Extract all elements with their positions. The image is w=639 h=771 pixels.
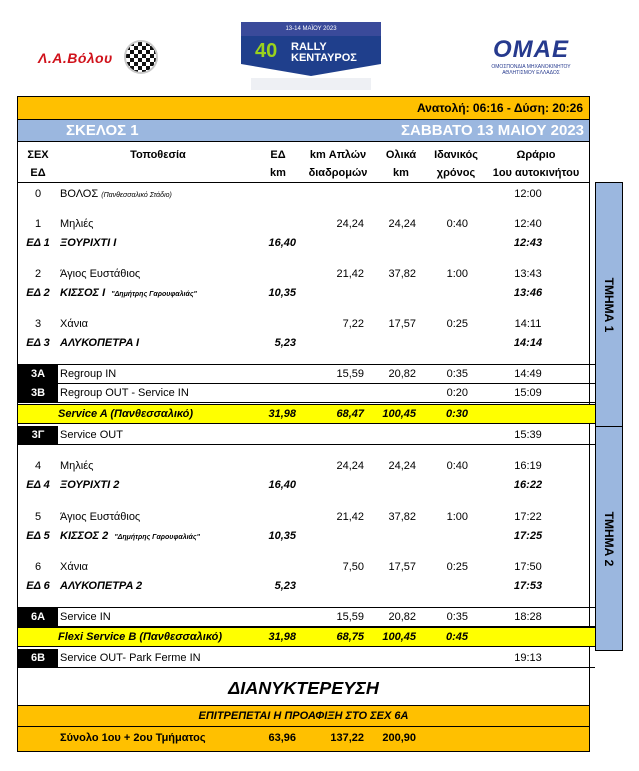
row-3a-time: 14:49	[514, 368, 542, 380]
row-3-location: Χάνια	[60, 318, 88, 330]
service-b-label: Flexi Service B (Πανθεσσαλικό)	[58, 631, 223, 643]
row-3-ideal: 0:25	[446, 318, 468, 330]
row-3-tc: 3	[34, 318, 42, 330]
sunrise-sunset-bar	[18, 97, 589, 120]
ss-4-id: ΕΔ 4	[26, 479, 50, 491]
row-2-liaison: 21,42	[336, 268, 364, 280]
ss-5-id: ΕΔ 5	[26, 530, 50, 542]
overnight-heading: ΔΙΑΝΥΚΤΕΡΕΥΣΗ	[18, 671, 589, 706]
header-schedule-1: Ωράριο	[516, 149, 556, 161]
leg-bar	[18, 120, 589, 142]
ss-2-km: 10,35	[268, 287, 296, 299]
ss-2-note: "Δημήτρης Γαρουφαλιάς"	[111, 291, 197, 298]
row-6-total: 17,57	[388, 561, 416, 573]
service-b-liaison: 68,75	[336, 631, 364, 643]
row-0-time: 12:00	[514, 188, 542, 200]
row-3b-time: 15:09	[514, 387, 542, 399]
header-location	[78, 146, 238, 164]
row-4-ideal: 0:40	[446, 460, 468, 472]
row-1-time: 12:40	[514, 218, 542, 230]
checkered-flag-icon	[124, 40, 158, 74]
ss-1-name: ΞΟΥΡΙΧΤΙ Ι	[60, 237, 117, 249]
ss-5-km: 10,35	[268, 530, 296, 542]
row-5-time: 17:22	[514, 511, 542, 523]
ss-3-time: 14:14	[513, 337, 543, 349]
ss-2-name: ΚΙΣΣΟΣ Ι	[60, 287, 106, 299]
sponsor-strip	[251, 78, 371, 90]
ss-5-time: 17:25	[513, 530, 543, 542]
ss-6-km: 5,23	[274, 580, 296, 592]
row-6a-time: 18:28	[514, 611, 542, 623]
sunrise-sunset-text: Ανατολή: 06:16 - Δύση: 20:26	[416, 101, 583, 115]
row-6a-tc: 6Α	[18, 608, 58, 626]
row-4-liaison: 24,24	[336, 460, 364, 472]
rally-logo-title	[291, 42, 357, 64]
row-4-location: Μηλιές	[60, 460, 94, 472]
section-1-text: ΤΜΗΜΑ 1	[602, 277, 616, 332]
ss-5-label	[60, 530, 200, 542]
ss-4-time: 16:22	[513, 479, 543, 491]
header-ideal-2: χρόνος	[436, 167, 476, 179]
row-3-time: 14:11	[514, 318, 542, 330]
header-ss-1: ΕΔ	[270, 149, 286, 161]
ss-6-id: ΕΔ 6	[26, 580, 50, 592]
header-schedule-2: 1ου αυτοκινήτου	[492, 167, 580, 179]
row-6a-total: 20,82	[388, 611, 416, 623]
header-logos	[0, 0, 639, 96]
row-5-tc: 5	[34, 511, 42, 523]
grand-total-liaison: 137,22	[330, 732, 364, 744]
row-6b-time: 19:13	[514, 652, 542, 664]
row-4-tc: 4	[34, 460, 42, 472]
row-3b-ideal: 0:20	[446, 387, 468, 399]
grand-total-total: 200,90	[382, 732, 416, 744]
rally-logo-date: 13-14 ΜΑΪΟΥ 2023	[241, 22, 381, 36]
ss-6-name: ΑΛΥΚΟΠΕΤΡΑ 2	[60, 580, 143, 592]
row-3b-tc: 3Β	[18, 384, 58, 402]
row-3g-location: Service OUT	[60, 429, 123, 441]
ss-4-name: ΞΟΥΡΙΧΤΙ 2	[60, 479, 120, 491]
row-2-ideal: 1:00	[446, 268, 468, 280]
rally-logo-number: 40	[255, 40, 278, 62]
service-b-row	[18, 627, 595, 647]
header-liaison-2: διαδρομών	[308, 167, 368, 179]
column-headers	[18, 142, 589, 183]
row-6-ideal: 0:25	[446, 561, 468, 573]
row-3b-location: Regroup OUT - Service IN	[60, 387, 189, 399]
row-2-time: 13:43	[514, 268, 542, 280]
row-1-liaison: 24,24	[336, 218, 364, 230]
row-0-note: (Πανθεσσαλικό Στάδιο)	[101, 192, 172, 199]
section-2-label	[595, 426, 623, 651]
row-3-liaison: 7,22	[342, 318, 364, 330]
federation-logo-subtitle: ΟΜΟΣΠΟΝΔΙΑ ΜΗΧΑΝΟΚΙΝΗΤΟΥ ΑΘΛΗΤΙΣΜΟΥ ΕΛΛΑΔΟΣ	[491, 64, 571, 76]
header-location-text: Τοποθεσία	[130, 149, 186, 161]
ss-3-km: 5,23	[274, 337, 296, 349]
row-3a	[18, 364, 595, 384]
row-1-tc: 1	[34, 218, 42, 230]
ss-3-name: ΑΛΥΚΟΠΕΤΡΑ Ι	[60, 337, 140, 349]
itinerary-table	[17, 96, 616, 752]
service-a-total: 100,45	[382, 408, 416, 420]
ss-6-time: 17:53	[513, 580, 543, 592]
row-3a-total: 20,82	[388, 368, 416, 380]
row-6a-liaison: 15,59	[336, 611, 364, 623]
row-4-total: 24,24	[388, 460, 416, 472]
grand-total-ss: 63,96	[268, 732, 296, 744]
row-5-ideal: 1:00	[446, 511, 468, 523]
row-3a-tc: 3Α	[18, 365, 58, 383]
row-6b-location: Service OUT- Park Ferme IN	[60, 652, 201, 664]
service-a-ss: 31,98	[268, 408, 296, 420]
leg-date: ΣΑΒΒΑΤΟ 13 ΜΑΙΟΥ 2023	[401, 122, 584, 139]
row-1-ideal: 0:40	[446, 218, 468, 230]
ss-2-label	[60, 287, 197, 299]
row-6-time: 17:50	[514, 561, 542, 573]
service-a-row	[18, 404, 595, 424]
service-b-ss: 31,98	[268, 631, 296, 643]
header-total-1: Ολικά	[385, 149, 417, 161]
early-arrival-notice: ΕΠΙΤΡΕΠΕΤΑΙ Η ΠΡΟΑΦΙΞΗ ΣΤΟ ΣΕΧ 6Α	[18, 706, 589, 727]
row-3g-tc: 3Γ	[18, 426, 58, 444]
ss-1-km: 16,40	[268, 237, 296, 249]
service-a-label: Service A (Πανθεσσαλικό)	[58, 408, 194, 420]
header-tc-1: ΣΕΧ	[27, 149, 49, 161]
service-b-total: 100,45	[382, 631, 416, 643]
grand-total-label: Σύνολο 1ου + 2ου Τμήματος	[60, 732, 206, 744]
ss-4-km: 16,40	[268, 479, 296, 491]
row-3a-liaison: 15,59	[336, 368, 364, 380]
rally-logo-title-2: ΚΕΝΤΑΥΡΟΣ	[291, 52, 357, 64]
row-6-liaison: 7,50	[342, 561, 364, 573]
rally-logo	[241, 22, 381, 92]
row-6a-location: Service IN	[60, 611, 111, 623]
row-3a-location: Regroup IN	[60, 368, 117, 380]
federation-logo-text: ΟΜΑΕ	[493, 36, 569, 63]
header-ideal-1: Ιδανικός	[434, 149, 478, 161]
leg-title: ΣΚΕΛΟΣ 1	[66, 122, 139, 139]
row-6-tc: 6	[34, 561, 42, 573]
section-1-label	[595, 182, 623, 427]
grand-total-row	[18, 727, 589, 751]
ss-1-id: ΕΔ 1	[26, 237, 50, 249]
row-2-total: 37,82	[388, 268, 416, 280]
row-3g-time: 15:39	[514, 429, 542, 441]
header-liaison-1: km Απλών	[309, 149, 367, 161]
row-0-name: ΒΟΛΟΣ	[60, 188, 99, 200]
rally-logo-title-1: RALLY	[291, 41, 327, 53]
ss-5-note: "Δημήτρης Γαρουφαλιάς"	[114, 534, 200, 541]
header-liaison	[300, 146, 376, 182]
row-5-location: Άγιος Ευστάθιος	[60, 511, 141, 523]
header-ss-2: km	[270, 167, 286, 179]
section-2-text: ΤΜΗΜΑ 2	[602, 511, 616, 566]
service-b-ideal: 0:45	[445, 631, 468, 643]
row-5-total: 37,82	[388, 511, 416, 523]
ss-5-name: ΚΙΣΣΟΣ 2	[60, 530, 109, 542]
row-5-liaison: 21,42	[336, 511, 364, 523]
row-3-total: 17,57	[388, 318, 416, 330]
row-6a-ideal: 0:35	[446, 611, 468, 623]
row-6b-tc: 6Β	[18, 649, 58, 667]
row-1-total: 24,24	[388, 218, 416, 230]
ss-3-id: ΕΔ 3	[26, 337, 50, 349]
row-2-tc: 2	[34, 268, 42, 280]
header-tc-2: ΕΔ	[30, 167, 46, 179]
row-0-tc: 0	[34, 188, 42, 200]
header-ss-km	[256, 146, 300, 182]
row-6a	[18, 607, 595, 627]
club-logo	[38, 38, 158, 78]
ss-2-id: ΕΔ 2	[26, 287, 50, 299]
row-2-location: Άγιος Ευστάθιος	[60, 268, 141, 280]
federation-logo	[476, 36, 586, 80]
ss-2-time: 13:46	[513, 287, 543, 299]
row-3g	[18, 426, 595, 445]
ss-1-time: 12:43	[513, 237, 543, 249]
row-4-time: 16:19	[514, 460, 542, 472]
service-a-liaison: 68,47	[336, 408, 364, 420]
row-6b	[18, 649, 595, 668]
header-schedule	[484, 146, 588, 182]
row-3b	[18, 384, 595, 403]
row-3a-ideal: 0:35	[446, 368, 468, 380]
header-tc	[18, 146, 58, 182]
service-a-ideal: 0:30	[445, 408, 468, 420]
header-total-2: km	[393, 167, 409, 179]
header-ideal	[426, 146, 486, 182]
row-1-location: Μηλιές	[60, 218, 94, 230]
row-6-location: Χάνια	[60, 561, 88, 573]
club-logo-text: Λ.Α.Βόλου	[38, 50, 113, 66]
header-total	[376, 146, 426, 182]
row-0-location	[60, 188, 172, 200]
